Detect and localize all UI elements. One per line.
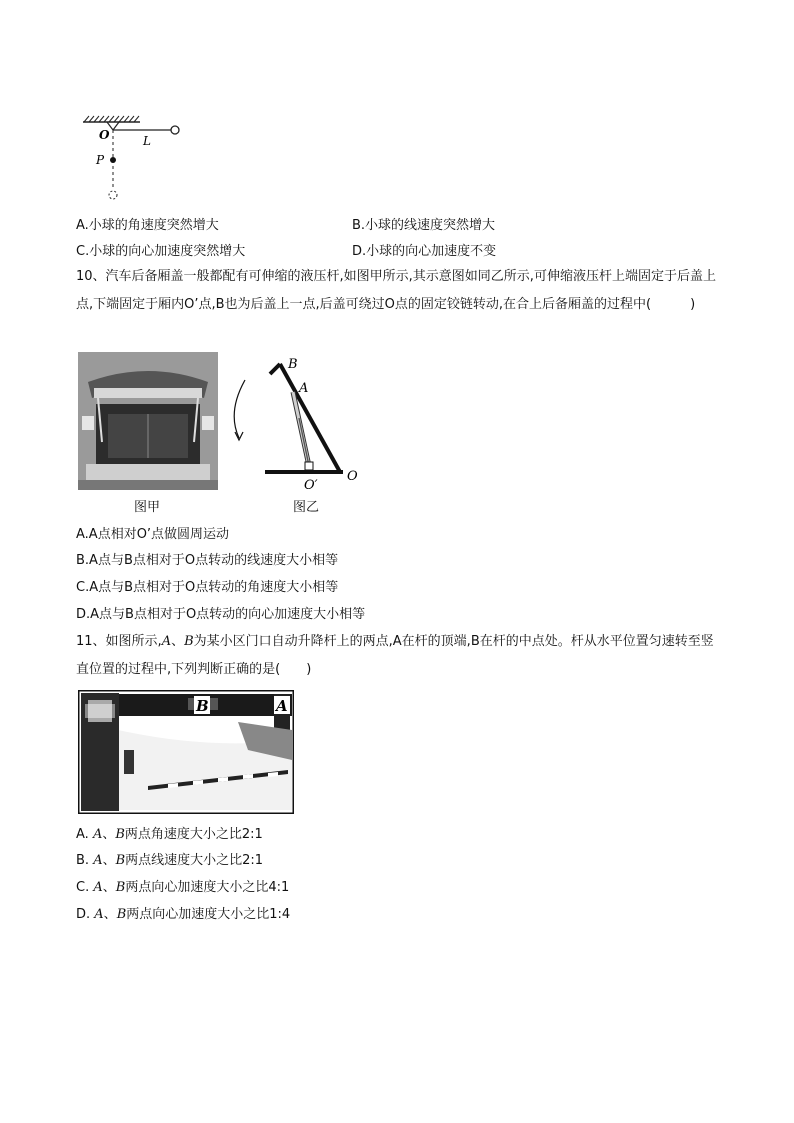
q11-stem-var-a: A xyxy=(161,634,172,649)
sep: 、 xyxy=(102,853,116,868)
label-A: A xyxy=(299,381,309,396)
label-O-prime: O′ xyxy=(304,478,318,490)
var-b: B xyxy=(115,880,126,895)
label-O: O xyxy=(99,128,110,142)
caption-jia: 图甲 xyxy=(134,500,161,515)
q9-option-c: C.小球的向心加速度突然增大 xyxy=(76,244,246,259)
q10-option-d: D.A点与B点相对于O点转动的向心加速度大小相等 xyxy=(76,607,366,622)
var-b: B xyxy=(115,853,126,868)
q11-stem xyxy=(76,628,720,684)
q10-option-b: B.A点与B点相对于O点转动的线速度大小相等 xyxy=(76,553,339,568)
label-P: P xyxy=(96,153,105,167)
q10-schematic-figure xyxy=(225,352,365,490)
car-trunk-photo xyxy=(78,352,218,490)
label-A: A xyxy=(276,697,288,715)
q11-stem-sep: 、 xyxy=(171,634,185,649)
var-b: B xyxy=(115,827,125,842)
option-text: 两点角速度大小之比2:1 xyxy=(124,827,263,842)
label-B: B xyxy=(288,357,298,372)
option-prefix: B. xyxy=(76,853,94,868)
var-a: A xyxy=(93,853,103,868)
sep: 、 xyxy=(102,827,116,842)
label-B: B xyxy=(196,697,209,715)
q11-stem-rest: 为某小区门口自动升降杆上的两点,A在杆的顶端,B在杆的中点处。杆从水平位置匀速转至竖直位置的过程中,下列判断正确的是( ) xyxy=(76,634,714,677)
q11-barrier-figure xyxy=(78,690,294,814)
var-a: A xyxy=(93,880,103,895)
q9-option-d: D.小球的向心加速度不变 xyxy=(352,244,497,259)
var-b: B xyxy=(116,907,127,922)
var-a: A xyxy=(94,907,104,922)
option-prefix: C. xyxy=(76,880,94,895)
q11-option-c xyxy=(76,879,289,897)
option-text: 两点向心加速度大小之比1:4 xyxy=(126,907,291,922)
q10-option-c: C.A点与B点相对于O点转动的角速度大小相等 xyxy=(76,580,339,595)
q10-photo-figure xyxy=(78,352,218,490)
label-O: O xyxy=(347,469,358,484)
option-prefix: A. xyxy=(76,827,93,842)
sep: 、 xyxy=(103,907,117,922)
caption-yi: 图乙 xyxy=(293,500,320,515)
q9-pendulum-figure xyxy=(78,112,198,204)
sep: 、 xyxy=(102,880,116,895)
q10-stem: 10、汽车后备厢盖一般都配有可伸缩的液压杆,如图甲所示,其示意图如同乙所示,可伸缩液压杆上端固定于后盖上点,下端固定于厢内O’点,B也为后盖上一点,后盖可绕过O点的固定铰链转动,在合上后备厢盖的过程中( ) xyxy=(76,269,716,312)
option-text: 两点线速度大小之比2:1 xyxy=(125,853,264,868)
option-text: 两点向心加速度大小之比4:1 xyxy=(125,880,290,895)
q9-option-a: A.小球的角速度突然增大 xyxy=(76,218,219,233)
var-a: A xyxy=(92,827,103,842)
q10-option-a: A.A点相对O’点做圆周运动 xyxy=(76,527,230,542)
q11-option-d xyxy=(76,906,290,924)
q11-option-a xyxy=(76,826,263,844)
option-prefix: D. xyxy=(76,907,95,922)
q11-stem-var-b: B xyxy=(184,634,194,649)
label-L: L xyxy=(143,134,151,148)
q9-option-b: B.小球的线速度突然增大 xyxy=(352,218,496,233)
q11-stem-prefix: 11、如图所示, xyxy=(76,634,162,649)
q11-option-b xyxy=(76,852,263,870)
